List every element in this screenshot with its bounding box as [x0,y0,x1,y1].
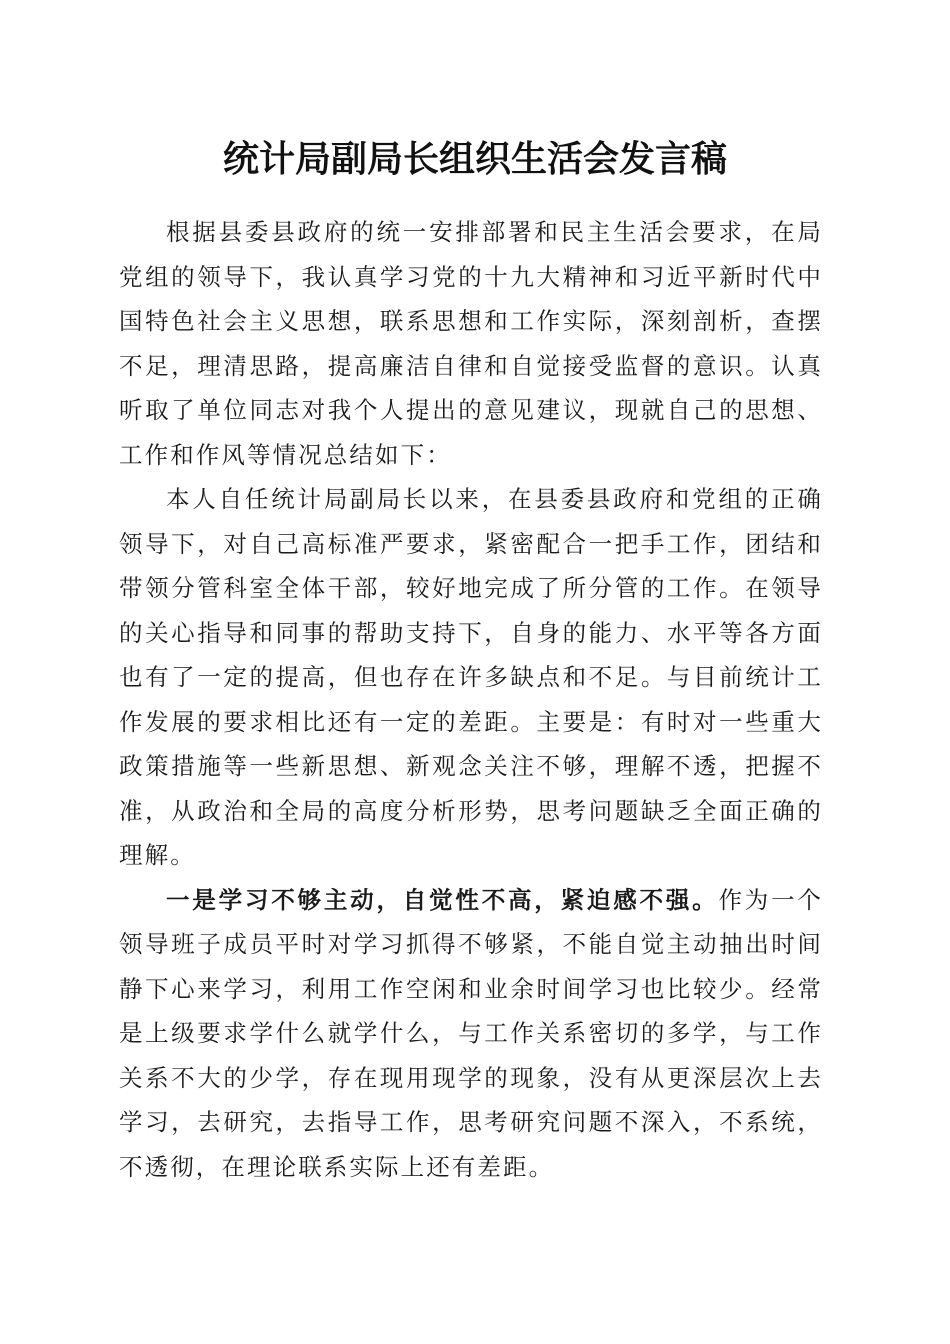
paragraph-lead-heading: 一是学习不够主动，自觉性不高，紧迫感不强。 [166,885,719,914]
paragraph-intro [119,210,823,477]
paragraph-text: 作为一个领导班子成员平时对学习抓得不够紧，不能自觉主动抽出时间静下心来学习，利用工作空闲和业余时间学习也比较少。经常是上级要求学什么就学什么，与工作关系密切的多学，与工作关系不大的少学，存在现用现学的现象，没有从更深层次上去学习，去研究，去指导工作，思考研究问题不深入，不系统，不透彻，在理论联系实际上还有差距。 [119,885,823,1181]
paragraph-self-assessment [119,477,823,878]
paragraph-point-one [119,878,823,1190]
document-title: 统计局副局长组织生活会发言稿 [222,138,727,180]
paragraph-text: 根据县委县政府的统一安排部署和民主生活会要求，在局党组的领导下，我认真学习党的十九大精神和习近平新时代中国特色社会主义思想，联系思想和工作实际，深刻剖析，查摆不足，理清思路，提高廉洁自律和自觉接受监督的意识。认真听取了单位同志对我个人提出的意见建议，现就自己的思想、工作和作风等情况总结如下： [119,218,823,469]
paragraph-text: 本人自任统计局副局长以来，在县委县政府和党组的正确领导下，对自己高标准严要求，紧密配合一把手工作，团结和带领分管科室全体干部，较好地完成了所分管的工作。在领导的关心指导和同事的帮助支持下，自身的能力、水平等各方面也有了一定的提高，但也存在许多缺点和不足。与目前统计工作发展的要求相比还有一定的差距。主要是：有时对一些重大政策措施等一些新思想、新观念关注不够，理解不透，把握不准，从政治和全局的高度分析形势，思考问题缺乏全面正确的理解。 [119,485,823,869]
document-body [119,210,823,1189]
